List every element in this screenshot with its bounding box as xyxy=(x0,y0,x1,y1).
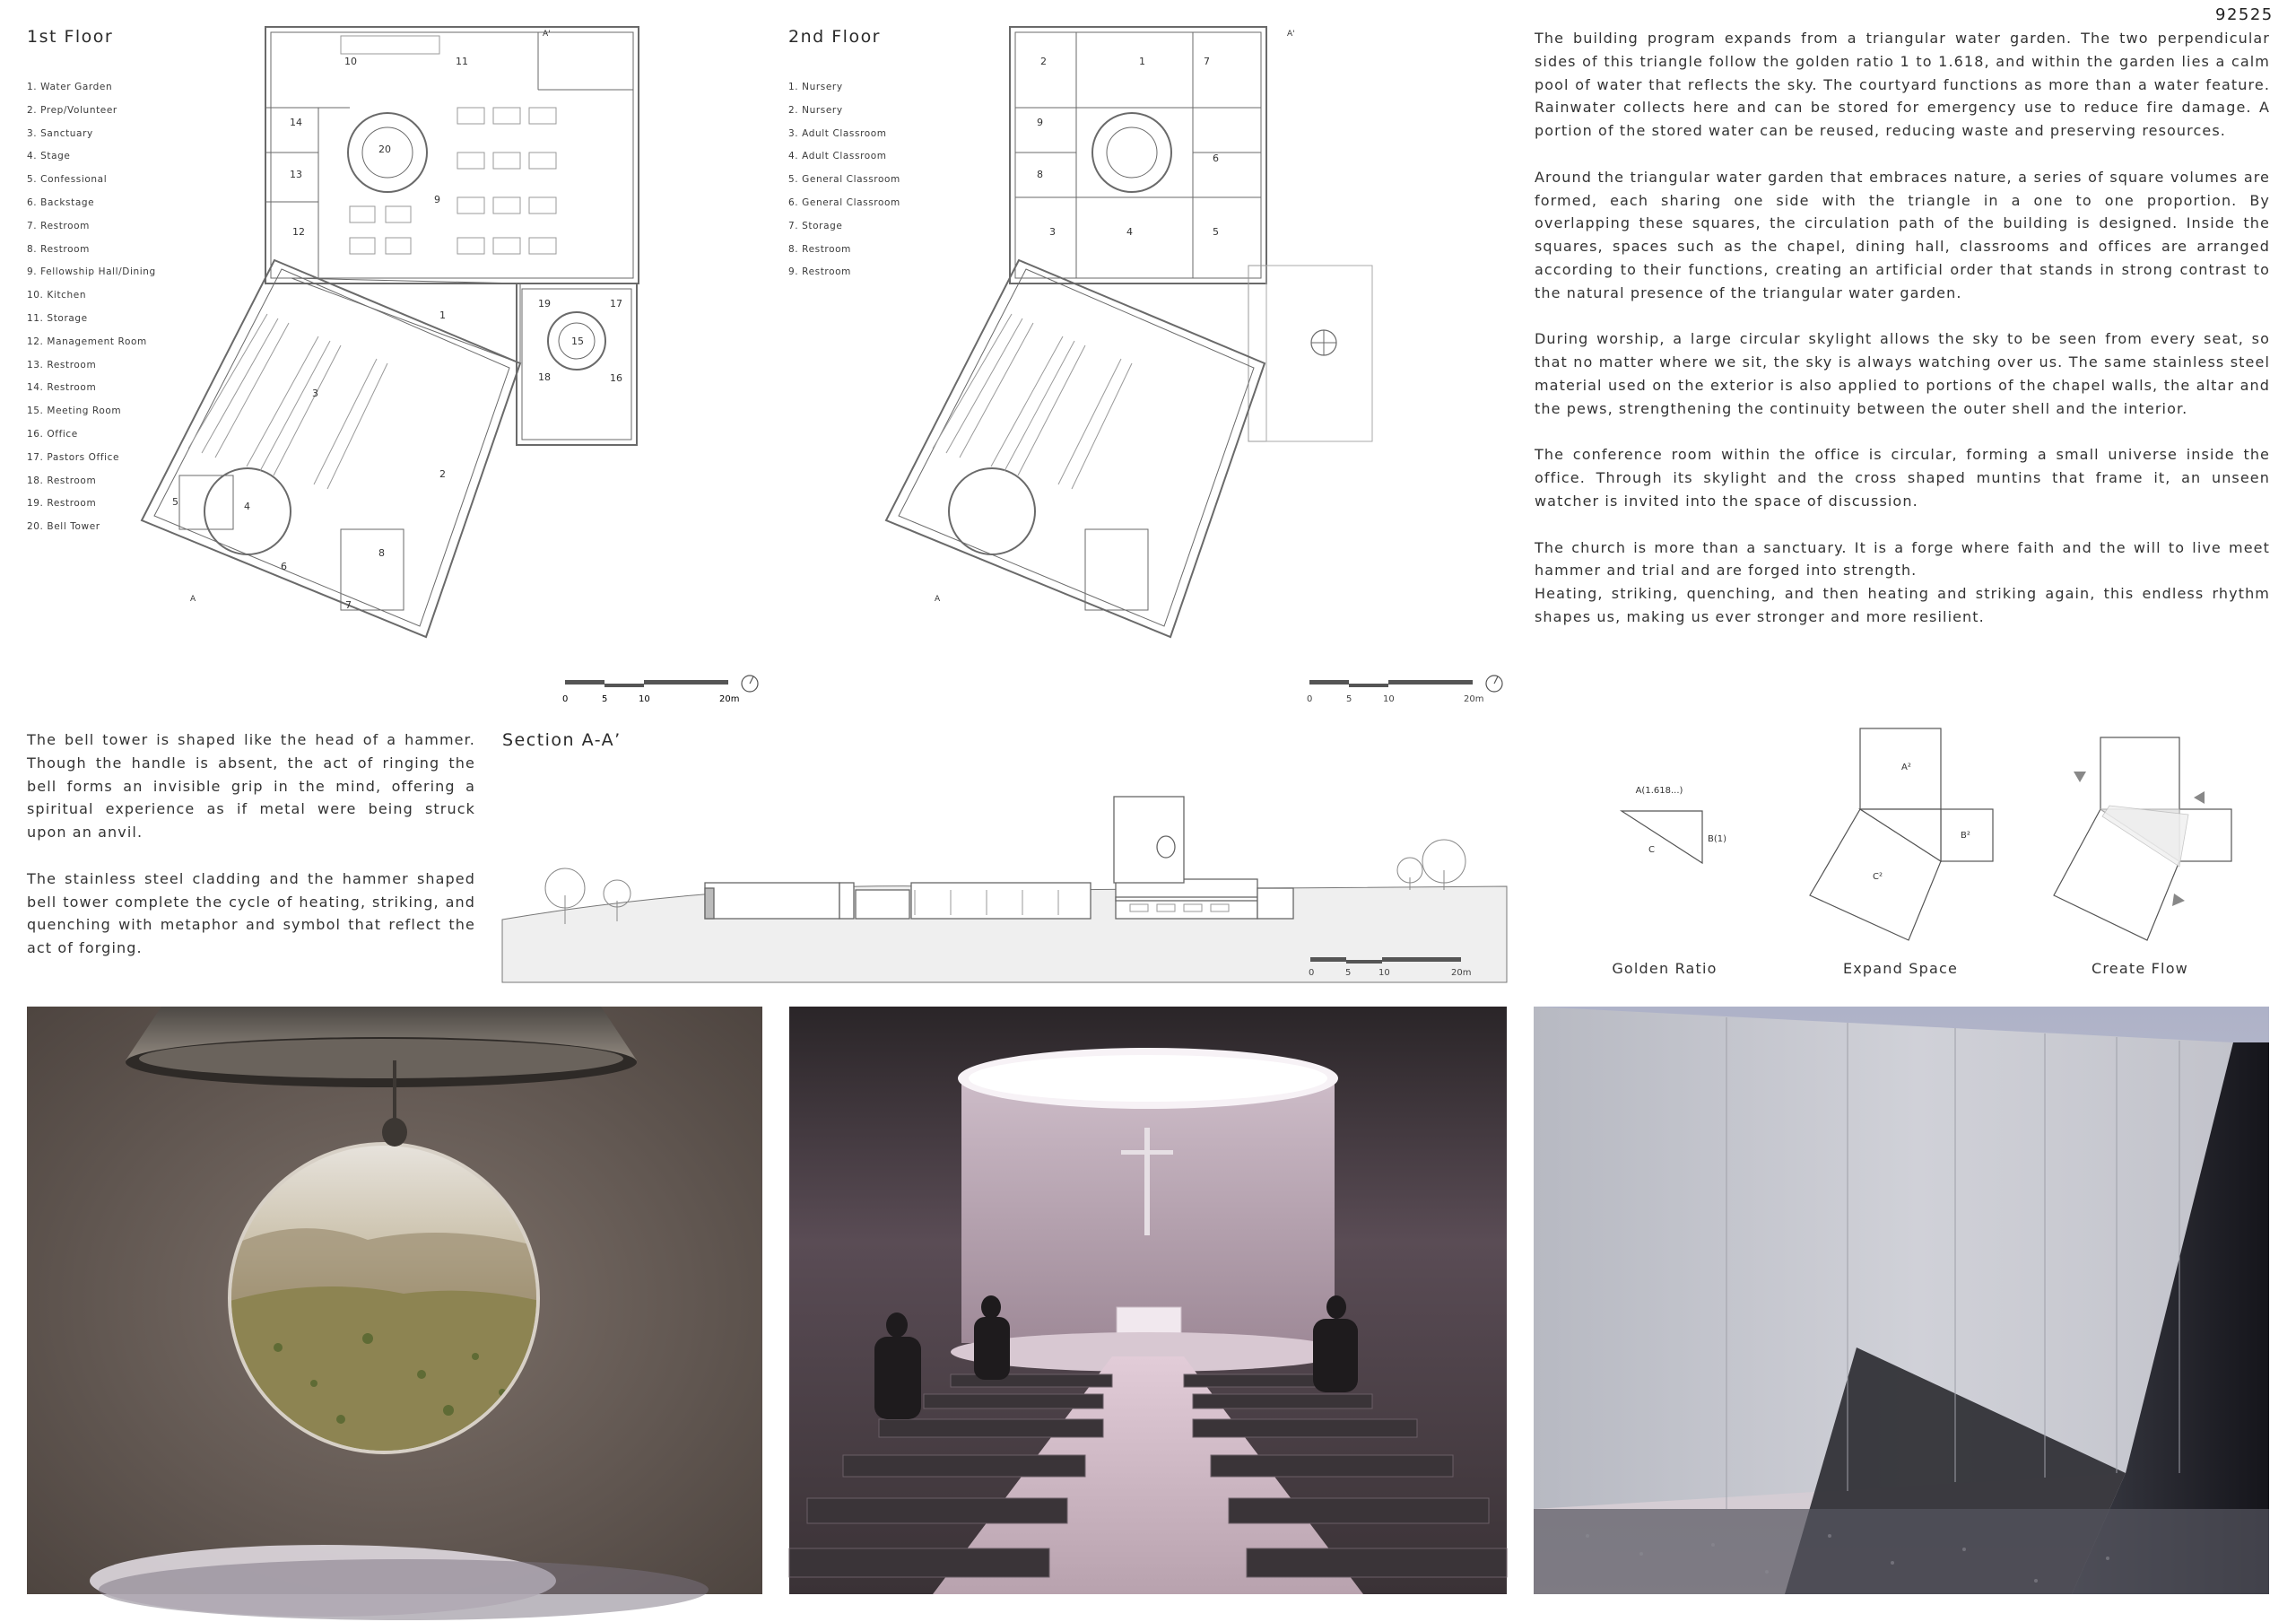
f2-label-3: 3 xyxy=(1049,226,1056,238)
section-scale-5: 5 xyxy=(1345,968,1352,978)
expand-space-label-a2: A² xyxy=(1901,763,1911,772)
f1-scale-0: 0 xyxy=(562,694,569,704)
corridor-render xyxy=(1534,1007,2269,1594)
f1-section-mark-top: A' xyxy=(543,30,551,39)
description-paragraph-6: Heating, striking, quenching, and then heating and striking again, this endless rhythm shapes us, making us ever stronger and more resilient. xyxy=(1535,585,2270,625)
f1-label-1: 1 xyxy=(439,310,446,321)
create-flow-caption: Create Flow xyxy=(2092,960,2188,977)
bell-tower-text xyxy=(27,728,475,960)
floor2-legend-item: 2. Nursery xyxy=(788,104,843,116)
floor1-legend-item: 2. Prep/Volunteer xyxy=(27,104,117,116)
flow-arrow-up-icon xyxy=(2172,894,2185,906)
floor1-legend-item: 7. Restroom xyxy=(27,220,90,231)
section-scale-0: 0 xyxy=(1309,968,1315,978)
floor2-legend-item: 9. Restroom xyxy=(788,266,851,278)
floor1-legend-item: 1. Water Garden xyxy=(27,82,113,92)
golden-ratio-caption: Golden Ratio xyxy=(1612,960,1718,977)
floor1-legend-item: 13. Restroom xyxy=(27,359,97,371)
description-paragraph-5: The church is more than a sanctuary. It is a forge where faith and the will to live meet hammer and trial and are forged into strength. xyxy=(1535,538,2270,580)
floor2-legend-item: 3. Adult Classroom xyxy=(788,127,887,139)
f1-scale-10: 10 xyxy=(639,694,650,704)
f2-label-2: 2 xyxy=(1040,56,1047,67)
project-description xyxy=(1535,27,2270,629)
f2-section-mark-bottom: A xyxy=(935,595,941,604)
floor2-legend-item: 1. Nursery xyxy=(788,82,843,92)
floor1-legend-item: 17. Pastors Office xyxy=(27,451,120,463)
chapel-render xyxy=(789,1007,1507,1594)
golden-ratio-label-c: C xyxy=(1648,845,1655,855)
f1-scale-20: 20m xyxy=(719,694,740,704)
floor2-legend-item: 7. Storage xyxy=(788,220,843,231)
floor1-legend-item: 16. Office xyxy=(27,428,78,440)
golden-ratio-label-a: A(1.618...) xyxy=(1635,786,1683,796)
floor1-legend-item: 20. Bell Tower xyxy=(27,521,100,533)
f2-label-7: 7 xyxy=(1204,56,1210,67)
floor1-legend-item: 11. Storage xyxy=(27,312,88,324)
section-scale-20: 20m xyxy=(1451,968,1472,978)
f1-label-3: 3 xyxy=(312,388,318,399)
floor1-legend-item: 4. Stage xyxy=(27,151,71,162)
f1-scale-5: 5 xyxy=(602,694,608,704)
bell-tower-render xyxy=(27,1007,762,1594)
f1-label-7: 7 xyxy=(345,599,352,611)
f1-label-12: 12 xyxy=(292,226,305,238)
expand-space-label-b2: B² xyxy=(1961,831,1970,841)
f1-label-13: 13 xyxy=(290,169,302,180)
description-paragraph-3: During worship, a large circular skylight allows the sky to be seen from every seat, so that no matter where we sit, the sky is always watching over us. The same stainless steel material used on the exterior is also applied to portions of the chapel walls, the altar and the pews, strengthening the continuity between the outer shell and the interior. xyxy=(1535,330,2270,417)
f1-section-mark-bottom: A xyxy=(190,595,196,604)
f2-label-5: 5 xyxy=(1213,226,1219,238)
section-title: Section A-A’ xyxy=(502,730,622,750)
description-paragraph-1: The building program expands from a triangular water garden. The two perpendicular sides of this triangle follow the golden ratio 1 to 1.618, and within the garden lies a calm pool of water that reflects the sky. The courtyard functions as more than a water feature. Rainwater collects here and can be stored for emergency use to reduce fire damage. A portion of the stored water can be reused, reducing waste and preserving resources. xyxy=(1535,30,2270,140)
f1-label-2: 2 xyxy=(439,468,446,480)
f1-label-16: 16 xyxy=(610,372,622,384)
floor1-legend-item: 15. Meeting Room xyxy=(27,406,122,417)
f1-label-5: 5 xyxy=(172,496,178,508)
expand-space-caption: Expand Space xyxy=(1842,960,1959,977)
floor2-title: 2nd Floor xyxy=(788,27,881,47)
f2-scale-5: 5 xyxy=(1346,694,1352,704)
floor1-legend-item: 3. Sanctuary xyxy=(27,127,93,139)
expand-space-diagram xyxy=(1803,727,2000,951)
flow-arrow-left-icon xyxy=(2194,791,2205,804)
flow-arrow-down-icon xyxy=(2074,772,2086,782)
expand-space-label-c2: C² xyxy=(1873,872,1883,882)
golden-ratio-diagram xyxy=(1605,780,1727,870)
floor1-legend-item: 19. Restroom xyxy=(27,498,97,510)
f1-label-15: 15 xyxy=(571,336,584,347)
floor2-legend-item: 6. General Classroom xyxy=(788,196,900,208)
floor1-legend-item: 10. Kitchen xyxy=(27,290,87,301)
f1-label-6: 6 xyxy=(281,561,287,572)
floor2-legend-item: 5. General Classroom xyxy=(788,174,900,186)
project-id: 92525 xyxy=(2215,5,2274,24)
create-flow-diagram xyxy=(2047,727,2244,951)
section-scale-10: 10 xyxy=(1378,968,1390,978)
f2-scale-20: 20m xyxy=(1464,694,1484,704)
f1-label-10: 10 xyxy=(344,56,357,67)
f1-label-8: 8 xyxy=(378,547,385,559)
f1-label-19: 19 xyxy=(538,298,551,310)
bell-tower-paragraph-1: The bell tower is shaped like the head of a hammer. Though the handle is absent, the act of ringing the bell forms an invisible grip in the mind, offering a spiritual experience as if metal were being struck upon an anvil. xyxy=(27,731,475,842)
floor1-scale-bar xyxy=(561,675,768,711)
bell-tower-paragraph-2: The stainless steel cladding and the hammer shaped bell tower complete the cycle of heating, striking, and quenching with metaphor and symbol that reflect the act of forging. xyxy=(27,869,475,957)
f1-label-18: 18 xyxy=(538,371,551,383)
f2-scale-0: 0 xyxy=(1307,694,1313,704)
f1-label-20: 20 xyxy=(378,144,391,155)
description-paragraph-2: Around the triangular water garden that embraces nature, a series of square volumes are formed, each sharing one side with the triangle in a one to one proportion. By overlapping these squares, the circulation path of the building is designed. Inside the squares, spaces such as the chapel, dining hall, classrooms and offices are arranged according to their functions, creating an artificial order that stands in strong contrast to the natural presence of the triangular water garden. xyxy=(1535,168,2270,301)
golden-ratio-label-b: B(1) xyxy=(1708,834,1727,844)
floor1-legend-item: 6. Backstage xyxy=(27,196,95,208)
floor1-plan xyxy=(117,18,691,664)
f1-label-11: 11 xyxy=(456,56,468,67)
floor1-legend-item: 8. Restroom xyxy=(27,243,90,255)
floor1-legend-item: 18. Restroom xyxy=(27,475,97,486)
f2-label-1: 1 xyxy=(1139,56,1145,67)
floor2-legend-item: 4. Adult Classroom xyxy=(788,151,887,162)
floor2-plan xyxy=(861,18,1417,664)
floor1-legend-item: 9. Fellowship Hall/Dining xyxy=(27,266,156,278)
floor1-legend-item: 14. Restroom xyxy=(27,382,97,394)
floor2-legend-item: 8. Restroom xyxy=(788,243,851,255)
floor1-legend-item: 5. Confessional xyxy=(27,174,108,186)
f2-label-6: 6 xyxy=(1213,153,1219,164)
f1-label-14: 14 xyxy=(290,117,302,128)
f1-label-4: 4 xyxy=(244,501,250,512)
f2-label-8: 8 xyxy=(1037,169,1043,180)
section-drawing xyxy=(502,789,1507,982)
f2-section-mark-top: A' xyxy=(1287,30,1295,39)
description-paragraph-4: The conference room within the office is circular, forming a small universe inside the office. Through its skylight and the cross shaped muntins that frame it, an unseen watcher is invited into the space of discussion. xyxy=(1535,446,2270,510)
f1-label-9: 9 xyxy=(434,194,440,205)
floor1-legend-item: 12. Management Room xyxy=(27,336,147,347)
f2-label-4: 4 xyxy=(1126,226,1133,238)
f2-scale-10: 10 xyxy=(1383,694,1395,704)
floor2-scale-bar xyxy=(1306,675,1512,711)
f1-label-17: 17 xyxy=(610,298,622,310)
floor1-title: 1st Floor xyxy=(27,27,114,47)
f2-label-9: 9 xyxy=(1037,117,1043,128)
